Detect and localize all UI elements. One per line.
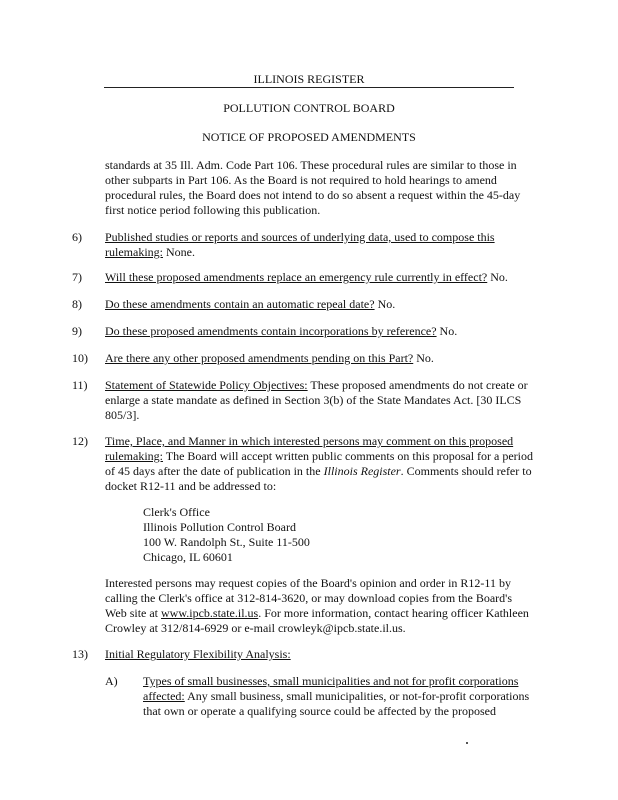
board-title: POLLUTION CONTROL BOARD [223, 101, 395, 115]
item-7-answer: No. [487, 270, 508, 284]
item-10-question: Are there any other proposed amendments pending on this Part? [105, 351, 414, 365]
item-7-number: 7) [72, 270, 82, 284]
item-11-line-2: enlarge a state mandate as defined in Section 3(b) of the State Mandates Act. [30 ILCS [105, 393, 522, 407]
item-11-number: 11) [72, 378, 88, 392]
item-6-heading-cont: rulemaking: [105, 245, 163, 259]
item-6-number: 6) [72, 230, 82, 244]
copies-text-3a: Web site at [105, 606, 162, 620]
item-8-number: 8) [72, 297, 82, 311]
item-6-answer: None. [162, 245, 195, 259]
copies-line-2: calling the Clerk's office at 312-814-3620, or may download copies from the Board's [105, 591, 513, 605]
notice-title: NOTICE OF PROPOSED AMENDMENTS [202, 130, 416, 144]
item-7-question: Will these proposed amendments replace an emergency rule currently in effect? [105, 270, 488, 284]
item-12-heading: Time, Place, and Manner in which interested persons may comment on this proposed [105, 434, 514, 448]
item-8-question: Do these amendments contain an automatic repeal date? [105, 297, 375, 311]
item-6-line-2 [105, 245, 195, 260]
intro-line-3: procedural rules, the Board does not intend to do so absent a request within the 45-day [105, 188, 521, 202]
register-title: ILLINOIS REGISTER [253, 72, 365, 86]
address-line-3: 100 W. Randolph St., Suite 11-500 [143, 535, 310, 549]
item-10-answer: No. [413, 351, 434, 365]
item-10-number: 10) [72, 351, 88, 365]
item-12-text-3b: . Comments should refer to [400, 464, 532, 478]
item-13-number: 13) [72, 647, 88, 661]
item-13a-label: A) [105, 674, 118, 688]
address-line-1: Clerk's Office [143, 505, 210, 519]
item-12-text-2: The Board will accept written public comments on this proposal for a period [162, 449, 534, 463]
copies-line-4: Crowley at 312/814-6929 or e-mail crowleyk@ipcb.state.il.us. [105, 621, 406, 635]
copies-line-3 [105, 606, 529, 621]
item-9-line [105, 324, 457, 339]
intro-line-1: standards at 35 Ill. Adm. Code Part 106. These procedural rules are similar to those in [105, 158, 517, 172]
address-line-2: Illinois Pollution Control Board [143, 520, 297, 534]
item-8-answer: No. [374, 297, 396, 311]
item-13-heading: Initial Regulatory Flexibility Analysis: [105, 647, 291, 661]
item-13a-heading-cont: affected: [143, 689, 185, 703]
item-9-number: 9) [72, 324, 82, 338]
item-13a-text-2: Any small business, small municipalities, or not-for-profit corporations [184, 689, 530, 703]
item-12-line-2 [105, 449, 533, 464]
item-6-heading: Published studies or reports and sources of underlying data, used to compose this [105, 230, 495, 244]
item-7-line [105, 270, 508, 285]
item-13a-line-2 [143, 689, 529, 704]
item-9-question: Do these proposed amendments contain incorporations by reference? [105, 324, 437, 338]
scan-speck [466, 742, 468, 744]
item-12-line-4: docket R12-11 and be addressed to: [105, 479, 277, 493]
item-11-text-1: These proposed amendments do not create or [307, 378, 528, 392]
item-12-text-3a: of 45 days after the date of publication in the [105, 464, 324, 478]
copies-text-3b: . For more information, contact hearing officer Kathleen [258, 606, 529, 620]
item-11-line-1 [105, 378, 528, 393]
item-12-number: 12) [72, 434, 88, 448]
item-12-publication: Illinois Register [323, 464, 401, 478]
intro-line-4: first notice period following this publication. [105, 203, 321, 217]
item-10-line [105, 351, 434, 366]
board-website-link[interactable]: www.ipcb.state.il.us [161, 606, 259, 620]
item-8-line [105, 297, 395, 312]
item-13a-heading: Types of small businesses, small municipalities and not for profit corporations [143, 674, 519, 688]
item-12-line-3 [105, 464, 532, 479]
copies-line-1: Interested persons may request copies of the Board's opinion and order in R12-11 by [105, 576, 511, 590]
header-rule [104, 87, 514, 88]
address-line-4: Chicago, IL 60601 [143, 550, 233, 564]
intro-line-2: other subparts in Part 106. As the Board is not required to hold hearings to amend [105, 173, 497, 187]
item-9-answer: No. [436, 324, 458, 338]
item-11-line-3: 805/3]. [105, 408, 140, 422]
item-12-heading-cont: rulemaking: [105, 449, 163, 463]
item-13a-line-3: that own or operate a qualifying source could be affected by the proposed [143, 704, 496, 718]
item-11-heading: Statement of Statewide Policy Objectives: [105, 378, 308, 392]
